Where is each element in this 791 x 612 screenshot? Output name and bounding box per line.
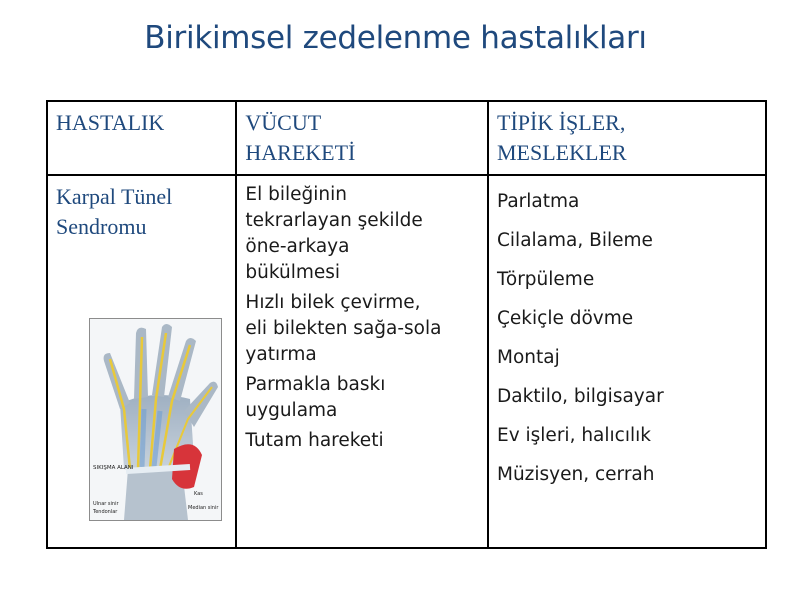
movement-line: yatırma bbox=[245, 344, 317, 365]
table-header-row bbox=[47, 101, 766, 175]
job-line: Parlatma bbox=[497, 191, 580, 212]
hand-anatomy-image bbox=[89, 318, 222, 521]
page-title: Birikimsel zedelenme hastalıkları bbox=[144, 20, 647, 56]
movement-line: Hızlı bilek çevirme, bbox=[245, 292, 421, 313]
movements-cell bbox=[236, 175, 488, 548]
job-line: Cilalama, Bileme bbox=[497, 230, 653, 251]
header-movement-line1: VÜCUT bbox=[245, 110, 322, 135]
job-line: Törpüleme bbox=[497, 269, 595, 290]
job-line: Montaj bbox=[497, 347, 560, 368]
movement-line: tekrarlayan şekilde bbox=[245, 210, 423, 231]
movement-line: bükülmesi bbox=[245, 262, 341, 283]
jobs-cell bbox=[488, 175, 766, 548]
movement-line: Parmakla baskı bbox=[245, 374, 386, 395]
movement-line: uygulama bbox=[245, 400, 338, 421]
job-line: Çekiçle dövme bbox=[497, 308, 634, 329]
header-jobs-line2: MESLEKLER bbox=[497, 140, 627, 165]
movement-line: Tutam hareketi bbox=[245, 430, 384, 451]
movement-line: eli bilekten sağa-sola bbox=[245, 318, 442, 339]
disease-name-line1: Karpal Tünel bbox=[56, 184, 173, 209]
figure-label: Tendonlar bbox=[93, 509, 118, 515]
movement-line: öne-arkaya bbox=[245, 236, 350, 257]
header-disease bbox=[47, 101, 236, 175]
header-movement bbox=[236, 101, 488, 175]
movement-line: El bileğinin bbox=[245, 184, 347, 205]
job-line: Müzisyen, cerrah bbox=[497, 464, 655, 485]
figure-label: Median sinir bbox=[188, 505, 219, 511]
hand-anatomy-illustration bbox=[90, 319, 221, 520]
figure-label: SIKIŞMA ALANI bbox=[93, 465, 134, 471]
header-disease-label: HASTALIK bbox=[56, 110, 165, 135]
figure-label: Kas bbox=[194, 491, 203, 497]
header-jobs bbox=[488, 101, 766, 175]
figure-label: Ulnar sinir bbox=[93, 501, 119, 507]
job-line: Daktilo, bilgisayar bbox=[497, 386, 664, 407]
job-line: Ev işleri, halıcılık bbox=[497, 425, 651, 446]
header-jobs-line1: TİPİK İŞLER, bbox=[497, 110, 626, 135]
disease-name-line2: Sendromu bbox=[56, 214, 147, 239]
header-movement-line2: HAREKETİ bbox=[245, 140, 356, 165]
